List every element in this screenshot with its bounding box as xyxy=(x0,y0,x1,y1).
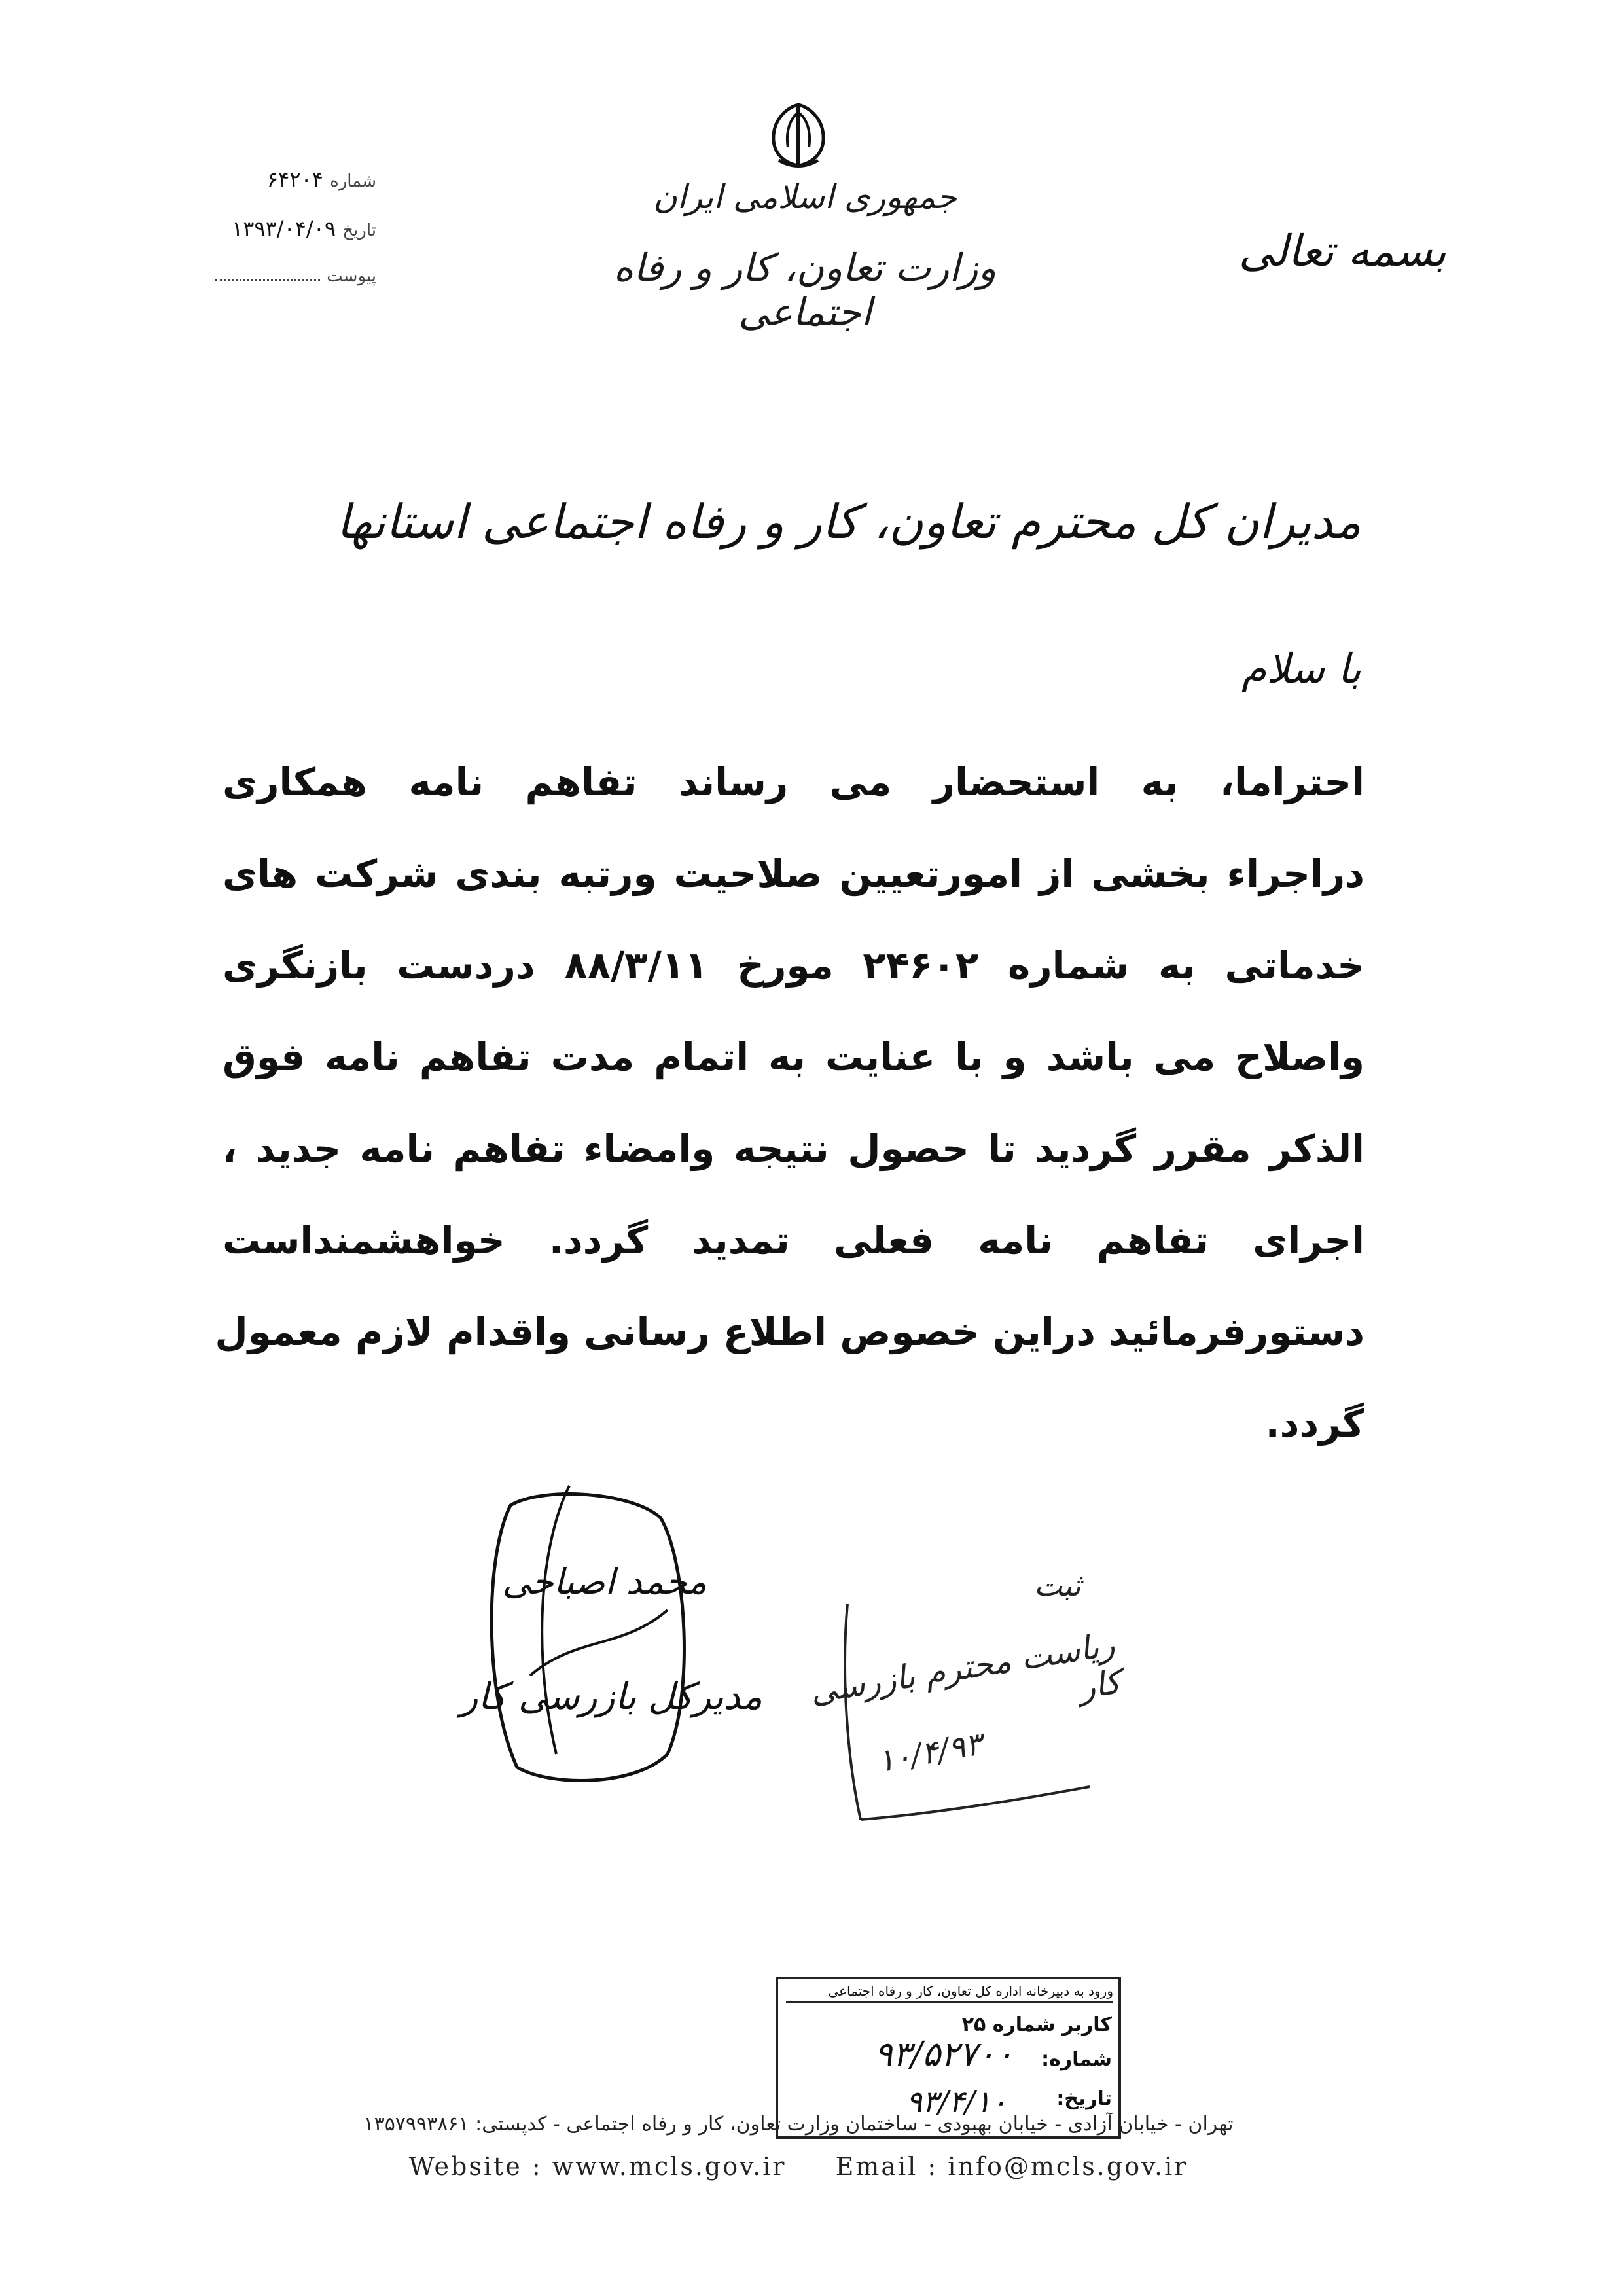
letter-date-field xyxy=(154,216,376,241)
stamp-number-row xyxy=(1041,2048,1112,2071)
body-line: خدماتی به شماره ۲۴۶۰۲ مورخ ۸۸/۳/۱۱ دردست بازنگری xyxy=(223,943,1364,988)
stamp-date-row xyxy=(1056,2087,1112,2110)
org-name-line2: وزارت تعاون، کار و رفاه اجتماعی xyxy=(613,245,997,334)
attachment-label: پیوست xyxy=(327,266,376,286)
stamp-header: ورود به دبیرخانه اداره کل تعاون، کار و رفاه اجتماعی xyxy=(786,1983,1113,2003)
letter-date-label: تاریخ xyxy=(342,221,376,240)
letter-body xyxy=(215,736,1364,1469)
footer-website: Website : www.mcls.gov.ir xyxy=(408,2152,787,2181)
footer-address: تهران - خیابان آزادی - خیابان بهبودی - ساختمان وزارت تعاون، کار و رفاه اجتماعی - کدپستی: ۱۳۵۷۹۹۳۸۶۱ xyxy=(363,2113,1234,2136)
letter-number-value: ۶۴۲۰۴ xyxy=(266,167,323,192)
body-line: واصلاح می باشد و با عنایت به اتمام مدت تفاهم نامه فوق xyxy=(223,1035,1364,1079)
signature-scribble xyxy=(471,1479,700,1787)
stamp-date-label: تاریخ: xyxy=(1056,2087,1112,2110)
iran-emblem-icon xyxy=(759,98,838,173)
stamp-date-value: ۹۳/۴/۱۰ xyxy=(906,2084,1007,2119)
stamp-user-label: کاربر شماره xyxy=(992,2013,1112,2036)
stamp-user-row xyxy=(962,2013,1112,2036)
letter-date-value: ۱۳۹۳/۰۴/۰۹ xyxy=(232,216,336,241)
footer-contacts xyxy=(308,2152,1289,2181)
stamp-number-value: ۹۳/۵۲۷۰۰ xyxy=(874,2035,1014,2074)
footer-email: Email : info@mcls.gov.ir xyxy=(835,2152,1188,2181)
body-line: احتراما، به استحضار می رساند تفاهم نامه همکاری xyxy=(223,760,1364,804)
note-referral: ریاست محترم بازرسی کار xyxy=(807,1625,1124,1711)
body-line: گردد. xyxy=(1265,1401,1364,1446)
note-register: ثبت xyxy=(1034,1568,1081,1603)
letter-number-label: شماره xyxy=(330,171,376,191)
stamp-user-value: ۲۵ xyxy=(961,2013,986,2036)
body-line: دستورفرمائید دراین خصوص اطلاع رسانی واقدام لازم معمول xyxy=(215,1310,1364,1354)
body-line: دراجراء بخشی از امورتعیین صلاحیت ورتبه بندی شرکت های xyxy=(223,852,1364,896)
attachment-blank xyxy=(215,279,320,281)
stamp-number-label: شماره: xyxy=(1041,2048,1112,2071)
body-line: اجرای تفاهم نامه فعلی تمدید گردد. خواهشمنداست xyxy=(223,1218,1364,1263)
attachment-field xyxy=(154,262,376,287)
org-name-line1: جمهوری اسلامی ایران xyxy=(653,178,957,216)
signer-name: محمد اصباحی xyxy=(502,1561,707,1602)
letter-number-field xyxy=(154,167,376,192)
signer-title: مدیرکل بازرسی کار xyxy=(460,1676,762,1718)
note-date: ۱۰/۴/۹۳ xyxy=(874,1725,985,1780)
body-line: الذکر مقرر گردید تا حصول نتیجه وامضاء تفاهم نامه جدید ، xyxy=(223,1126,1364,1171)
salutation: با سلام xyxy=(1241,645,1361,692)
basmala: بسمه تعالی xyxy=(1238,226,1446,276)
addressee: مدیران کل محترم تعاون، کار و رفاه اجتماعی استانها xyxy=(336,494,1361,549)
